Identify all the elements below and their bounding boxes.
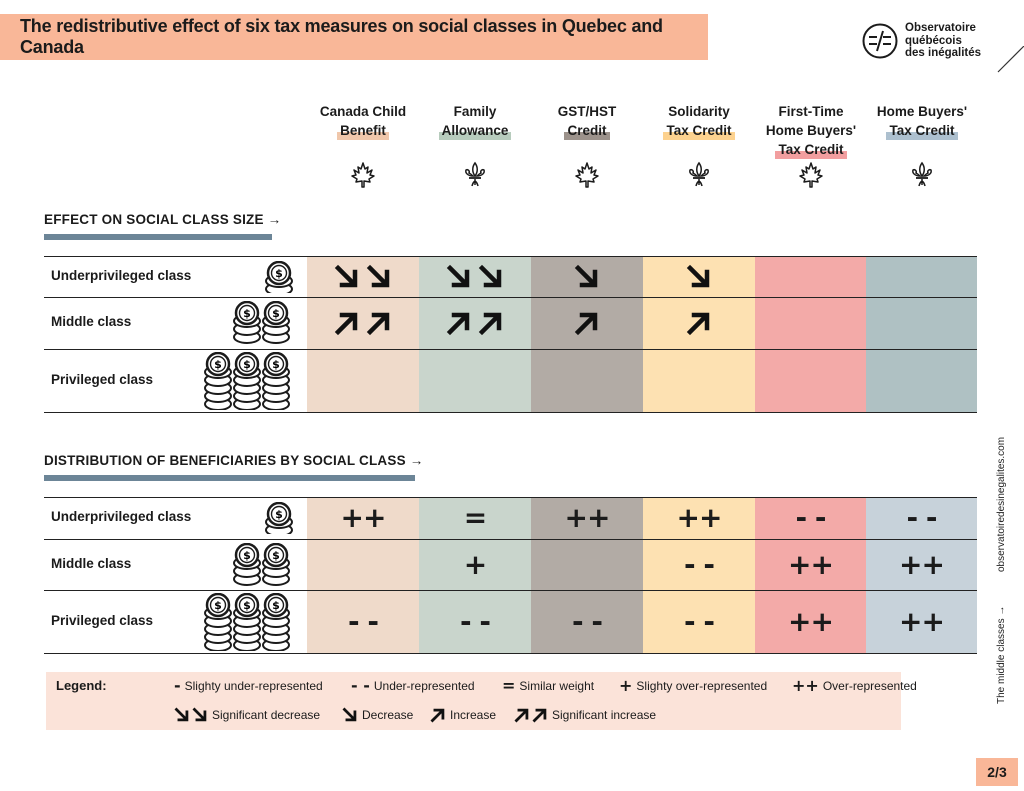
coin-stack-icon [264, 502, 297, 534]
coin-stack-icon [232, 543, 294, 587]
coin-stack-icon [203, 352, 294, 410]
legend-glyph: - [174, 676, 181, 695]
column-header-5 [755, 102, 867, 159]
legend-text: Increase [450, 708, 497, 722]
representation-symbol: - - [460, 604, 490, 638]
column-header-line: Solidarity [668, 104, 730, 119]
table-cell [643, 539, 755, 590]
row-divider [44, 297, 977, 298]
table-cell [419, 497, 531, 539]
arrow-up-right-icon [430, 707, 446, 723]
table-cell [307, 539, 419, 590]
representation-symbol: - - [572, 604, 602, 638]
svg-text:$: $ [243, 307, 251, 320]
arrow-symbol [686, 264, 712, 290]
website-url: observatoiredesinegalites.com [996, 436, 1007, 572]
arrow-up-right-icon [334, 310, 360, 336]
arrow-up-right-icon [366, 310, 392, 336]
section-title-beneficiaries: DISTRIBUTION OF BENEFICIARIES BY SOCIAL CLASS → [44, 453, 424, 468]
row-label: Privileged class [51, 371, 154, 387]
arrow-symbol [574, 264, 600, 290]
table-cell [531, 539, 643, 590]
legend-text: Significant increase [552, 708, 657, 722]
svg-text:$: $ [243, 548, 251, 562]
title-banner [0, 14, 708, 60]
arrow-up-right-icon [574, 310, 600, 336]
legend-text: Similar weight [519, 679, 595, 693]
page-title: The redistributive effect of six tax measures on social classes in Quebec and Canada [20, 16, 663, 57]
table-cell [866, 297, 977, 349]
representation-symbol: + [463, 547, 487, 581]
row-divider [44, 349, 977, 350]
svg-text:$: $ [214, 598, 222, 612]
svg-text:$: $ [214, 357, 222, 371]
coin-stack-icon [264, 261, 297, 293]
representation-symbol: ++ [899, 604, 944, 638]
row-divider [44, 653, 977, 654]
section-bar [44, 234, 272, 240]
arrow-down-right-icon [686, 264, 712, 290]
column-header-line: Tax Credit [886, 121, 957, 140]
arrow-symbol [446, 310, 504, 336]
legend-glyph: ++ [792, 676, 819, 695]
table-cell [755, 256, 866, 297]
arrow-down-right-icon [342, 707, 358, 723]
representation-symbol: ++ [788, 547, 833, 581]
legend-text: Decrease [362, 708, 414, 722]
table-cell [866, 349, 977, 412]
row-label: Middle class [51, 314, 132, 329]
legend [46, 672, 917, 730]
column-header-line: Home Buyers' [765, 123, 857, 138]
table-cell [755, 349, 866, 412]
table-cell [866, 497, 977, 539]
row-label: Underprivileged class [51, 267, 192, 283]
representation-symbol: - - [684, 547, 714, 581]
table-cell [531, 297, 643, 349]
row-label: Privileged class [51, 612, 154, 628]
arrow-up-right-icon [446, 310, 472, 336]
maple-leaf-icon [796, 160, 826, 190]
page-number: 2/3 [976, 758, 1018, 786]
arrow-down-right-icon [574, 264, 600, 290]
column-header-line: Family [453, 104, 497, 119]
legend-text: Over-represented [822, 679, 917, 693]
table-cell [755, 590, 866, 653]
table-cell [643, 497, 755, 539]
column-header-line: Credit [564, 121, 609, 140]
legend-item [174, 678, 323, 694]
arrow-down-right-icon [334, 264, 360, 290]
row-divider [44, 497, 977, 498]
arrow-down-right-icon [192, 707, 208, 723]
fleur-de-lis-icon [684, 160, 714, 190]
svg-text:$: $ [243, 598, 251, 612]
fleur-de-lis-icon [460, 160, 490, 190]
section-bar [44, 475, 415, 481]
arrow-symbol [446, 264, 504, 290]
arrow-symbol [686, 310, 712, 336]
arrow-up-right-icon [514, 707, 530, 723]
table-cell [307, 497, 419, 539]
svg-text:$: $ [272, 357, 280, 371]
maple-leaf-icon [348, 160, 378, 190]
row-divider [44, 590, 977, 591]
representation-symbol: = [463, 501, 487, 534]
series-label: The middle classes → [996, 605, 1007, 704]
svg-text:$: $ [275, 508, 283, 521]
representation-symbol: ++ [340, 501, 386, 534]
row-label: Underprivileged class [51, 509, 192, 524]
svg-text:$: $ [243, 357, 251, 371]
row-divider [44, 539, 977, 540]
legend-item [502, 678, 594, 694]
representation-symbol: ++ [899, 547, 944, 581]
legend-text: Slighty over-represented [636, 679, 768, 693]
observatoire-logo-icon [862, 23, 898, 59]
logo [862, 20, 1012, 62]
table-cell [419, 539, 531, 590]
logo-text: Observatoire québécois des inégalités [905, 22, 982, 60]
column-header-line: Benefit [337, 121, 389, 140]
arrow-down-right-icon [478, 264, 504, 290]
column-header-3 [531, 102, 643, 140]
arrow-symbol [334, 310, 392, 336]
column-header-1 [307, 102, 419, 140]
table-cell [643, 590, 755, 653]
table-cell [643, 297, 755, 349]
representation-symbol: - - [684, 604, 714, 638]
arrow-down-right-icon [366, 264, 392, 290]
legend-glyph: - - [351, 676, 370, 695]
coin-stack-icon [232, 301, 294, 345]
arrow-down-right-icon [174, 707, 190, 723]
table-cell [307, 590, 419, 653]
legend-item [430, 707, 496, 723]
arrow-up-right-icon [478, 310, 504, 336]
table-cell [419, 349, 531, 412]
table-cell [866, 539, 977, 590]
table-cell [866, 256, 977, 297]
column-header-line: Tax Credit [663, 121, 734, 140]
representation-symbol: - - [906, 501, 937, 534]
representation-symbol: ++ [676, 501, 722, 534]
row-divider [44, 412, 977, 413]
column-header-line: GST/HST [557, 104, 617, 119]
representation-symbol: ++ [564, 501, 610, 534]
representation-symbol: - - [348, 604, 378, 638]
column-header-line: Tax Credit [775, 140, 846, 159]
table-cell [643, 256, 755, 297]
column-header-6 [866, 102, 978, 140]
representation-symbol: - - [795, 501, 826, 534]
legend-item [342, 707, 413, 723]
table-cell [755, 539, 866, 590]
decorative-diagonal-line [996, 46, 1024, 76]
column-header-4 [643, 102, 755, 140]
table-cell [531, 256, 643, 297]
fleur-de-lis-icon [907, 160, 937, 190]
legend-text: Slighty under-represented [184, 679, 323, 693]
maple-leaf-icon [572, 160, 602, 190]
table-cell [307, 297, 419, 349]
arrow-up-right-icon [686, 310, 712, 336]
svg-text:$: $ [272, 307, 280, 320]
column-header-line: Home Buyers' [876, 104, 968, 119]
table-cell [531, 590, 643, 653]
table-cell [307, 256, 419, 297]
arrow-down-right-icon [446, 264, 472, 290]
svg-text:$: $ [272, 598, 280, 612]
legend-label: Legend: [56, 678, 107, 693]
section-title-class-size: EFFECT ON SOCIAL CLASS SIZE → [44, 212, 282, 227]
table-cell [419, 256, 531, 297]
column-header-2 [419, 102, 531, 140]
coin-stack-icon [203, 593, 294, 651]
arrow-up-right-icon [532, 707, 548, 723]
representation-symbol: ++ [788, 604, 833, 638]
legend-text: Under-represented [373, 679, 475, 693]
legend-glyph: = [502, 676, 516, 695]
legend-glyph: + [619, 676, 633, 695]
legend-item [351, 678, 475, 694]
table-cell [643, 349, 755, 412]
legend-text: Significant decrease [212, 708, 321, 722]
table-cell [755, 497, 866, 539]
svg-text:$: $ [275, 266, 283, 280]
arrow-symbol [574, 310, 600, 336]
table-cell [531, 497, 643, 539]
table-cell [866, 590, 977, 653]
column-header-line: Canada Child [319, 104, 407, 119]
legend-item [792, 678, 917, 694]
table-cell [419, 297, 531, 349]
row-label: Middle class [51, 555, 132, 571]
column-header-line: First-Time [778, 104, 844, 119]
legend-item [174, 707, 320, 723]
table-cell [755, 297, 866, 349]
legend-item [619, 678, 767, 694]
table-cell [307, 349, 419, 412]
legend-item [514, 707, 656, 723]
table-cell [419, 590, 531, 653]
column-header-line: Allowance [439, 121, 512, 140]
svg-text:$: $ [272, 548, 280, 562]
row-divider [44, 256, 977, 257]
arrow-symbol [334, 264, 392, 290]
table-cell [531, 349, 643, 412]
